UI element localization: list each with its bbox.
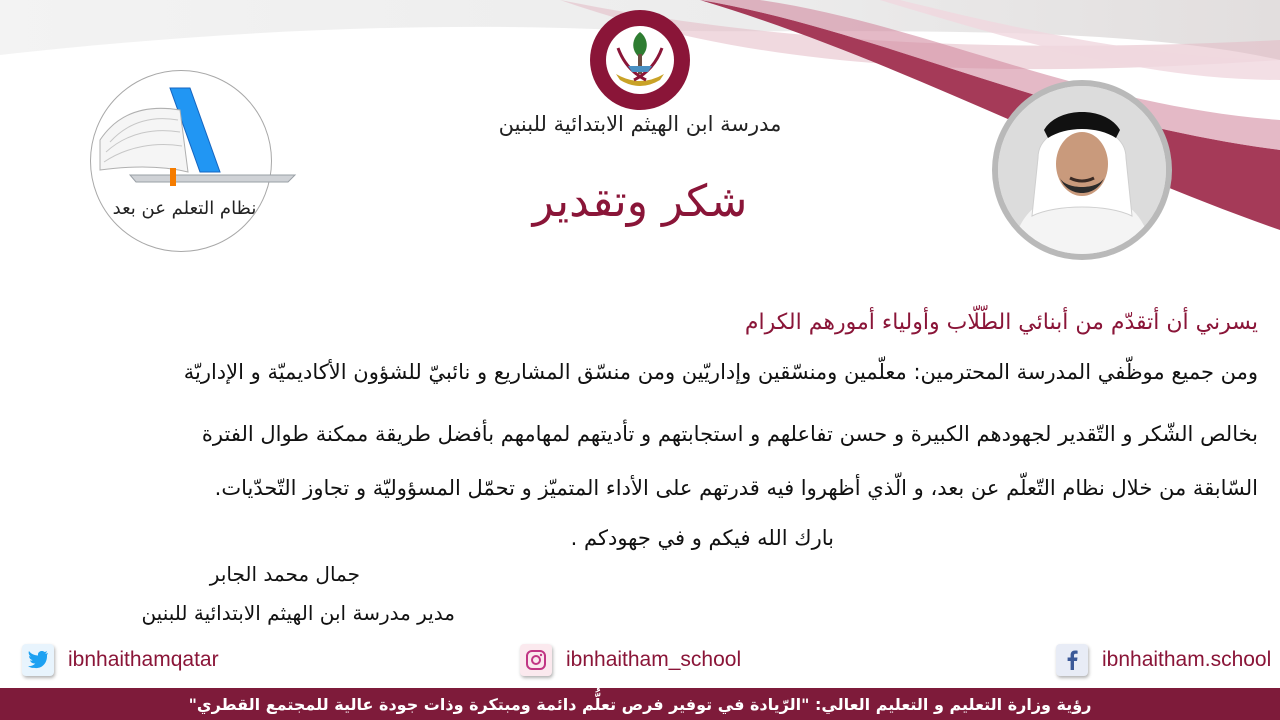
facebook-handle: ibnhaitham.school (1102, 648, 1272, 671)
signature-title: مدير مدرسة ابن الهيثم الابتدائية للبنين (141, 601, 455, 625)
instagram-icon (520, 644, 552, 676)
message-blessing: بارك الله فيكم و في جهودكم . (570, 526, 834, 550)
page-title: شكر وتقدير (532, 176, 748, 227)
twitter-icon (22, 644, 54, 676)
instagram-link[interactable] (520, 642, 741, 678)
instagram-handle: ibnhaitham_school (566, 648, 742, 671)
ministry-vision-footer: رؤية وزارة التعليم و التعليم العالي: "الرّيادة في توفير فرص تعلُّم دائمة ومبتكرة وذات جودة عالية للمجتمع القطري" (0, 688, 1280, 720)
laptop-book-icon (70, 80, 300, 190)
twitter-handle: ibnhaithamqatar (68, 648, 219, 671)
facebook-link[interactable] (1056, 642, 1271, 678)
message-greeting: يسرني أن أتقدّم من أبنائي الطّلّاب وأولياء أمورهم الكرام (744, 310, 1258, 335)
message-line-1: ومن جميع موظّفي المدرسة المحترمين: معلّمين ومنسّقين وإداريّين ومن منسّق المشاريع و نائبيّ للشؤون الأكاديميّة و الإداريّة (183, 360, 1258, 384)
message-line-3: السّابقة من خلال نظام التّعلّم عن بعد، و الّذي أظهروا فيه قدرتهم على الأداء المتميّز و تحمّل المسؤوليّة و تجاوز التّحدّيات. (214, 476, 1258, 500)
principal-photo (998, 86, 1166, 254)
school-name: مدرسة ابن الهيثم الابتدائية للبنين (498, 112, 782, 136)
message-line-2: بخالص الشّكر و التّقدير لجهودهم الكبيرة و حسن تفاعلهم و استجابتهم و تأديتهم لمهامهم بأفضل طريقة ممكنة طوال الفترة (201, 422, 1258, 446)
signature-name: جمال محمد الجابر (209, 562, 360, 586)
distance-learning-label: نظام التعلم عن بعد (112, 198, 257, 219)
facebook-icon (1056, 644, 1088, 676)
twitter-link[interactable] (22, 642, 219, 678)
ministry-emblem (588, 8, 692, 112)
